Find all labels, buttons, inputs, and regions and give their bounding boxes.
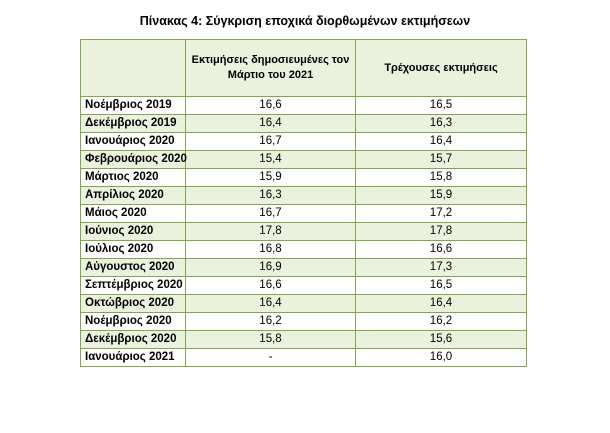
row-label: Ιούλιος 2020 bbox=[81, 241, 186, 259]
current-value: 17,8 bbox=[356, 223, 527, 241]
published-value: 16,6 bbox=[186, 277, 356, 295]
row-label: Σεπτέμβριος 2020 bbox=[81, 277, 186, 295]
current-value: 16,5 bbox=[356, 277, 527, 295]
current-value: 17,2 bbox=[356, 205, 527, 223]
current-value: 15,6 bbox=[356, 331, 527, 349]
table-row bbox=[81, 151, 527, 169]
current-value: 17,3 bbox=[356, 259, 527, 277]
row-label: Ιούνιος 2020 bbox=[81, 223, 186, 241]
table-row bbox=[81, 205, 527, 223]
row-label: Δεκέμβριος 2020 bbox=[81, 331, 186, 349]
table-row bbox=[81, 133, 527, 151]
header-published-estimates: Εκτιμήσεις δημοσιευμένες τον Μάρτιο του 2021 bbox=[186, 40, 356, 97]
published-value: 15,8 bbox=[186, 331, 356, 349]
table-row bbox=[81, 313, 527, 331]
published-value: - bbox=[186, 349, 356, 367]
table-row bbox=[81, 97, 527, 115]
table-row bbox=[81, 115, 527, 133]
current-value: 16,0 bbox=[356, 349, 527, 367]
published-value: 16,4 bbox=[186, 115, 356, 133]
table-row bbox=[81, 169, 527, 187]
current-value: 16,4 bbox=[356, 295, 527, 313]
row-label: Νοέμβριος 2019 bbox=[81, 97, 186, 115]
table-row bbox=[81, 295, 527, 313]
header-row bbox=[81, 40, 527, 97]
current-value: 16,4 bbox=[356, 133, 527, 151]
published-value: 16,9 bbox=[186, 259, 356, 277]
published-value: 15,4 bbox=[186, 151, 356, 169]
current-value: 15,9 bbox=[356, 187, 527, 205]
current-value: 15,8 bbox=[356, 169, 527, 187]
published-value: 16,7 bbox=[186, 205, 356, 223]
published-value: 15,9 bbox=[186, 169, 356, 187]
row-label: Νοέμβριος 2020 bbox=[81, 313, 186, 331]
published-value: 16,4 bbox=[186, 295, 356, 313]
row-label: Μάιος 2020 bbox=[81, 205, 186, 223]
table-row bbox=[81, 349, 527, 367]
comparison-table bbox=[80, 39, 527, 367]
header-current-estimates: Τρέχουσες εκτιμήσεις bbox=[356, 40, 527, 97]
published-value: 17,8 bbox=[186, 223, 356, 241]
table-row bbox=[81, 241, 527, 259]
row-label: Ιανουάριος 2021 bbox=[81, 349, 186, 367]
table-row bbox=[81, 223, 527, 241]
row-label: Μάρτιος 2020 bbox=[81, 169, 186, 187]
row-label: Οκτώβριος 2020 bbox=[81, 295, 186, 313]
current-value: 16,3 bbox=[356, 115, 527, 133]
published-value: 16,6 bbox=[186, 97, 356, 115]
published-value: 16,8 bbox=[186, 241, 356, 259]
row-label: Απρίλιος 2020 bbox=[81, 187, 186, 205]
table-row bbox=[81, 259, 527, 277]
published-value: 16,2 bbox=[186, 313, 356, 331]
table-row bbox=[81, 331, 527, 349]
page-title: Πίνακας 4: Σύγκριση εποχικά διορθωμένων εκτιμήσεων bbox=[139, 14, 471, 28]
table-row bbox=[81, 277, 527, 295]
current-value: 15,7 bbox=[356, 151, 527, 169]
row-label: Φεβρουάριος 2020 bbox=[81, 151, 186, 169]
table-row bbox=[81, 187, 527, 205]
published-value: 16,7 bbox=[186, 133, 356, 151]
row-label: Αύγουστος 2020 bbox=[81, 259, 186, 277]
current-value: 16,6 bbox=[356, 241, 527, 259]
current-value: 16,2 bbox=[356, 313, 527, 331]
header-period bbox=[81, 40, 186, 97]
published-value: 16,3 bbox=[186, 187, 356, 205]
row-label: Δεκέμβριος 2019 bbox=[81, 115, 186, 133]
row-label: Ιανουάριος 2020 bbox=[81, 133, 186, 151]
current-value: 16,5 bbox=[356, 97, 527, 115]
